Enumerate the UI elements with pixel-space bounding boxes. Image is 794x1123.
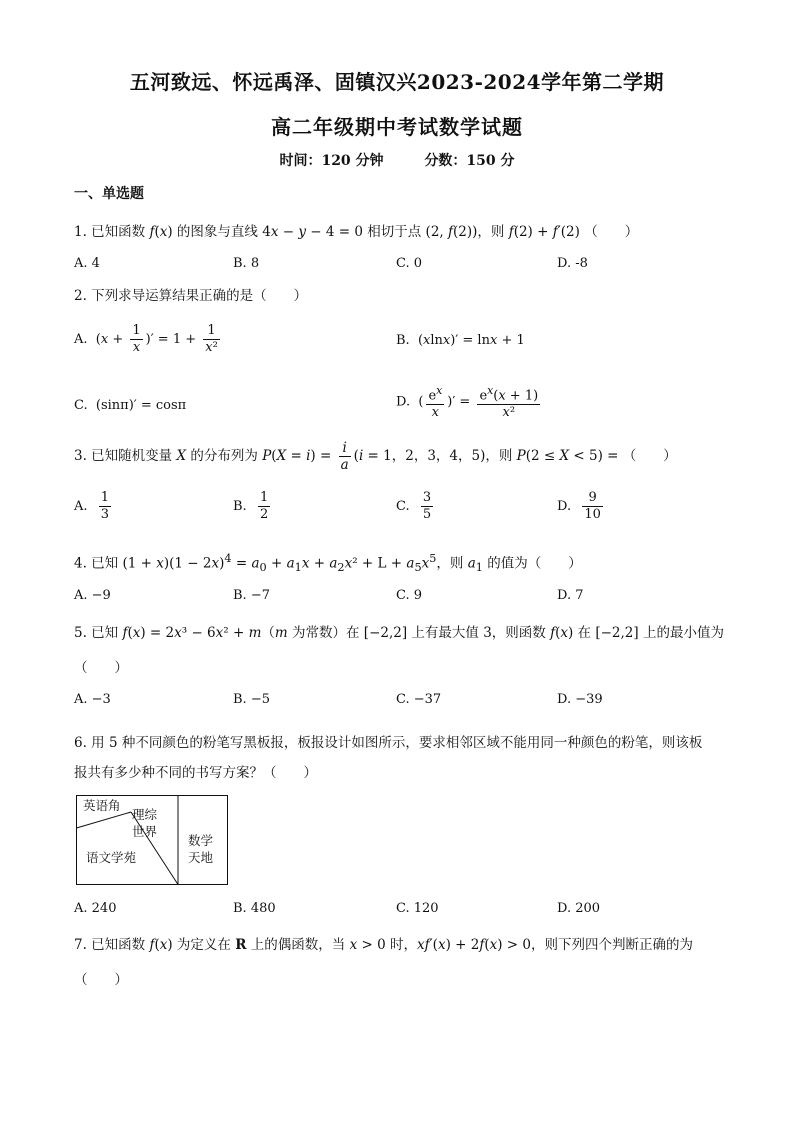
question-1-option-d: D. -8 (557, 256, 588, 271)
region-math-world-line1: 数学 (188, 833, 214, 848)
question-5-option-c: C. −37 (396, 692, 442, 707)
question-2-option-b: B. (xlnx)′ = lnx + 1 (396, 333, 525, 348)
question-4-option-a: A. −9 (74, 588, 111, 603)
question-2-stem: 2. 下列求导运算结果正确的是（ ） (74, 288, 308, 304)
question-5-option-a: A. −3 (74, 692, 111, 707)
section-heading: 一、单选题 (74, 186, 144, 202)
question-1-option-a: A. 4 (74, 256, 100, 271)
question-6-stem: 6. 用 5 种不同颜色的粉笔写黑板报，板报设计如图所示，要求相邻区域不能用同一种颜色的粉笔，则该板 (74, 735, 703, 751)
exam-info (0, 150, 794, 170)
question-6-option-c: C. 120 (396, 901, 439, 916)
question-7-stem-line2: （ ） (74, 972, 128, 988)
question-7-stem: 7. 已知函数 f(x) 为定义在 R 上的偶函数，当 x > 0 时，xf′(x) + 2f(x) > 0，则下列四个判断正确的为 (74, 937, 693, 953)
question-2-option-a: A. (x + $\frac{1}{x}$ )′ = 1 + $\frac{1}{\text{x²}}$ (74, 323, 218, 355)
question-1-option-b: B. 8 (233, 256, 260, 271)
region-science-world-line2: 世界 (132, 824, 158, 839)
question-1-stem: 1. 已知函数 f(x) 的图象与直线 4x − y − 4 = 0 相切于点 (2, f(2))，则 f(2) + f′(2) （ ） (74, 224, 639, 240)
region-science-world-line1: 理综 (132, 807, 158, 822)
question-5-stem: 5. 已知 f(x) = 2x³ − 6x² + m（m 为常数）在 [−2,2] 上有最大值 3，则函数 f(x) 在 [−2,2] 上的最小值为 (74, 625, 724, 641)
question-4-option-b: B. −7 (233, 588, 270, 603)
question-5-stem-line2: （ ） (74, 660, 128, 676)
exam-score: 分数：150 分 (424, 153, 515, 169)
question-4-option-c: C. 9 (396, 588, 423, 603)
question-3-stem: 3. 已知随机变量 X 的分布列为 P(X = i) = $\frac{i}{a}$ (i = 1，2，3，4，5)，则 P(2 ≤ X < 5) = （ ） (74, 440, 677, 473)
exam-title-line2: 高二年级期中考试数学试题 (271, 115, 523, 139)
question-4-stem: 4. 已知 $(1 + x)(1 - 2x)^4 = a_0 + a_1x + a_2x^2 + L + a_5x^5$，则 $a_1$ 的值为（ ） (74, 552, 582, 575)
question-3-option-c: C. $\frac{3}{5}$ (396, 490, 432, 522)
question-1-option-c: C. 0 (396, 256, 423, 271)
question-6-option-b: B. 480 (233, 901, 276, 916)
blackboard-layout-diagram (76, 795, 228, 885)
question-4-option-d: D. 7 (557, 588, 584, 603)
question-3-option-a: A. $\frac{1}{3}$ (74, 490, 110, 522)
question-5-option-b: B. −5 (233, 692, 270, 707)
question-6-option-d: D. 200 (557, 901, 601, 916)
question-6-option-a: A. 240 (74, 901, 117, 916)
question-5-option-d: D. −39 (557, 692, 603, 707)
question-6-stem-line2: 报共有多少种不同的书写方案？（ ） (74, 765, 317, 781)
region-math-world-line2: 天地 (188, 850, 214, 865)
region-chinese-garden: 语文学苑 (86, 850, 137, 865)
question-2-option-c: C. (sinπ)′ = cosπ (74, 398, 187, 413)
exam-time: 时间：120 分钟 (279, 153, 384, 169)
question-2-option-d: D. ( $\frac{e^x}{x}$ )′ = $\frac{e^x(x + 1)}{\text{x²}}$ (396, 384, 539, 421)
exam-title-line1: 五河致远、怀远禹泽、固镇汉兴2023-2024学年第二学期 (129, 70, 665, 94)
question-3-option-b: B. $\frac{1}{2}$ (233, 490, 269, 522)
region-english-corner: 英语角 (83, 798, 121, 813)
question-3-option-d: D. $\frac{9}{10}$ (557, 490, 601, 522)
